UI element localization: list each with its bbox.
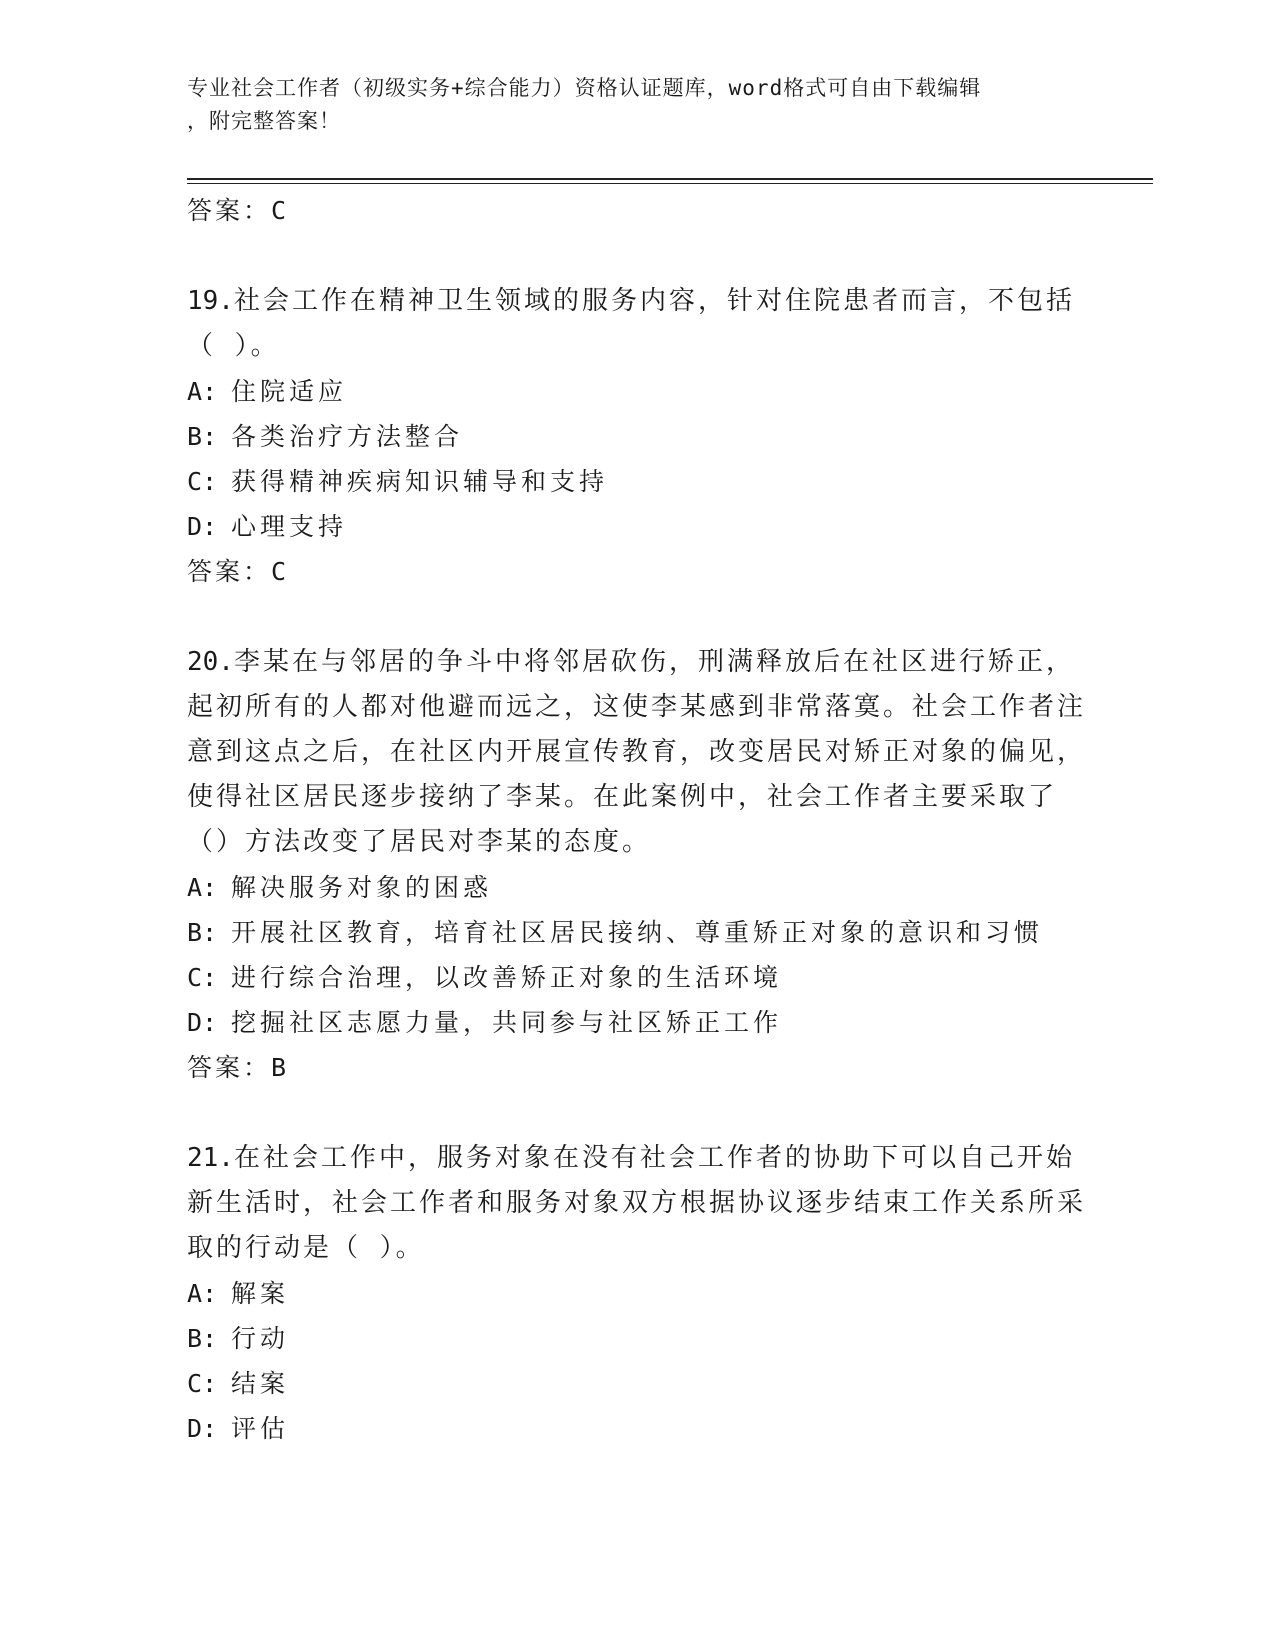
option-key: A: (187, 377, 218, 406)
option-key: A: (187, 873, 218, 902)
option-text: 进行综合治理，以改善矫正对象的生活环境 (231, 963, 783, 992)
answer-label: 答案： (187, 196, 272, 225)
option-key: C: (187, 963, 218, 992)
question-19 (187, 279, 1087, 594)
question-number: 21. (187, 1143, 234, 1173)
option-b (187, 910, 1087, 955)
answer-line (187, 549, 1087, 594)
option-c (187, 459, 1087, 504)
option-text: 结案 (231, 1369, 290, 1398)
option-key: A: (187, 1279, 218, 1308)
option-key: B: (187, 422, 218, 451)
option-key: D: (187, 512, 218, 541)
option-c (187, 1361, 1087, 1406)
option-key: B: (187, 918, 218, 947)
option-a (187, 1271, 1087, 1316)
option-text: 行动 (231, 1324, 290, 1353)
header-rule-thin (187, 183, 1153, 184)
question-text: 在社会工作中，服务对象在没有社会工作者的协助下可以自己开始新生活时，社会工作者和服务对象双方根据协议逐步结束工作关系所采取的行动是（ ）。 (187, 1143, 1087, 1263)
option-d (187, 1000, 1087, 1045)
option-text: 评估 (231, 1414, 290, 1443)
document-header: 专业社会工作者（初级实务+综合能力）资格认证题库，word格式可自由下载编辑 ，附完整答案！ (187, 76, 982, 133)
option-text: 开展社区教育，培育社区居民接纳、尊重矫正对象的意识和习惯 (231, 918, 1044, 947)
option-text: 心理支持 (231, 512, 348, 541)
option-text: 解决服务对象的困惑 (231, 873, 493, 902)
answer-label: 答案： (187, 557, 272, 586)
option-b (187, 1316, 1087, 1361)
option-text: 住院适应 (231, 377, 348, 406)
question-text: 李某在与邻居的争斗中将邻居砍伤，刑满释放后在社区进行矫正，起初所有的人都对他避而远之，这使李某感到非常落寞。社会工作者注意到这点之后，在社区内开展宣传教育，改变居民对矫正对象的偏见，使得社区居民逐步接纳了李某。在此案例中，社会工作者主要采取了（）方法改变了居民对李某的态度。 (187, 647, 1087, 857)
option-b (187, 414, 1087, 459)
header-rule-thick (187, 178, 1153, 180)
option-key: D: (187, 1414, 218, 1443)
answer-label: 答案： (187, 1053, 272, 1082)
option-text: 获得精神疾病知识辅导和支持 (231, 467, 609, 496)
question-list (187, 188, 1087, 1451)
question-number: 20. (187, 647, 234, 677)
option-d (187, 504, 1087, 549)
answer-line (187, 1045, 1087, 1090)
question-number: 19. (187, 286, 234, 316)
question-stem (187, 1136, 1087, 1271)
question-20 (187, 640, 1087, 1090)
option-key: C: (187, 467, 218, 496)
question-stem (187, 640, 1087, 865)
option-c (187, 955, 1087, 1000)
option-text: 各类治疗方法整合 (231, 422, 464, 451)
answer-value: B (271, 1053, 288, 1082)
option-a (187, 369, 1087, 414)
option-text: 解案 (231, 1279, 290, 1308)
option-a (187, 865, 1087, 910)
option-text: 挖掘社区志愿力量，共同参与社区矫正工作 (231, 1008, 783, 1037)
option-d (187, 1406, 1087, 1451)
answer-value: C (271, 196, 288, 225)
option-key: D: (187, 1008, 218, 1037)
answer-value: C (271, 557, 288, 586)
option-key: C: (187, 1369, 218, 1398)
option-key: B: (187, 1324, 218, 1353)
answer-line (187, 188, 1087, 233)
question-text: 社会工作在精神卫生领域的服务内容，针对住院患者而言，不包括（ ）。 (187, 286, 1075, 361)
question-stem (187, 279, 1087, 369)
question-21 (187, 1136, 1087, 1451)
